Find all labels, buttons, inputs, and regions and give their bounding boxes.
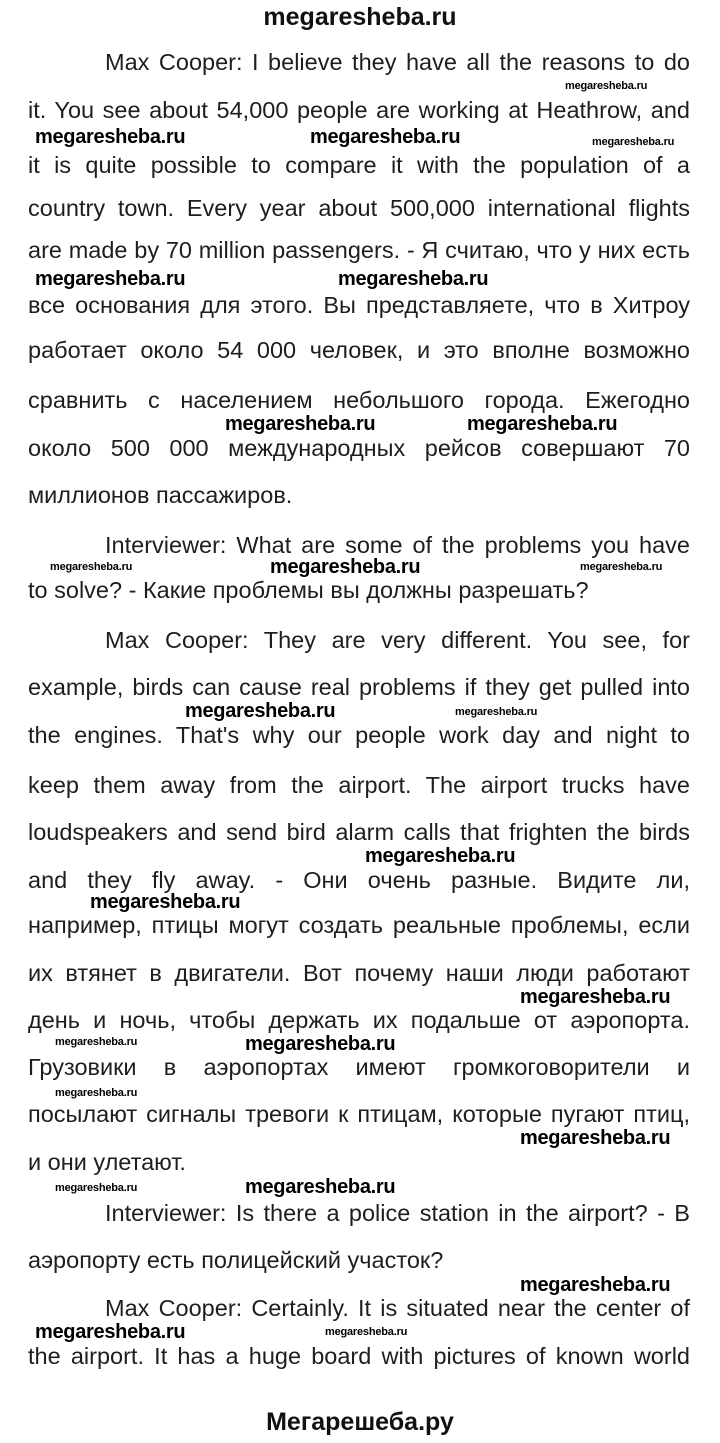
text-line: сравнить с населением небольшого города. Ежегодно	[28, 387, 690, 413]
watermark: megaresheba.ru	[245, 1033, 396, 1055]
text-line: the engines. That's why our people work day and night to	[28, 722, 690, 748]
watermark: megaresheba.ru	[50, 561, 133, 573]
watermark: megaresheba.ru	[338, 268, 489, 290]
text-line: Max Cooper: I believe they have all the reasons to do	[105, 49, 690, 75]
text-line: keep them away from the airport. The airport trucks have	[28, 772, 690, 798]
text-line: Грузовики в аэропортах имеют громкоговорители и	[28, 1054, 690, 1080]
watermark: megaresheba.ru	[365, 845, 516, 867]
text-line: loudspeakers and send bird alarm calls that frighten the birds	[28, 819, 690, 845]
watermark: megaresheba.ru	[520, 1274, 671, 1296]
watermark: megaresheba.ru	[455, 706, 538, 718]
text-line: it is quite possible to compare it with the population of a	[28, 152, 690, 178]
text-line: Interviewer: Is there a police station in the airport? - В	[105, 1200, 690, 1226]
text-line: и они улетают.	[28, 1149, 186, 1175]
watermark: megaresheba.ru	[35, 1321, 186, 1343]
text-line: Max Cooper: Certainly. It is situated near the center of	[105, 1295, 690, 1321]
text-line: посылают сигналы тревоги к птицам, которые пугают птиц,	[28, 1101, 690, 1127]
watermark: megaresheba.ru	[520, 1127, 671, 1149]
watermark: megaresheba.ru	[55, 1182, 138, 1194]
watermark: megaresheba.ru	[55, 1087, 138, 1099]
text-line: country town. Every year about 500,000 international flights	[28, 195, 690, 221]
text-line: например, птицы могут создать реальные проблемы, если	[28, 912, 690, 938]
text-line: example, birds can cause real problems if they get pulled into	[28, 674, 690, 700]
watermark: megaresheba.ru	[592, 136, 675, 148]
watermark: megaresheba.ru	[325, 1326, 408, 1338]
watermark: megaresheba.ru	[245, 1176, 396, 1198]
watermark: megaresheba.ru	[467, 413, 618, 435]
text-line: работает около 54 000 человек, и это вполне возможно	[28, 337, 690, 363]
text-line: it. You see about 54,000 people are working at Heathrow, and	[28, 97, 690, 123]
text-line: около 500 000 международных рейсов совершают 70	[28, 435, 690, 461]
watermark: megaresheba.ru	[310, 126, 461, 148]
text-line: the airport. It has a huge board with pictures of known world	[28, 1343, 690, 1369]
text-line: все основания для этого. Вы представляете, что в Хитроу	[28, 292, 690, 318]
site-footer: Мегарешеба.ру	[266, 1408, 454, 1436]
watermark: megaresheba.ru	[185, 700, 336, 722]
watermark: megaresheba.ru	[35, 126, 186, 148]
text-line: аэропорту есть полицейский участок?	[28, 1247, 444, 1273]
text-line: Max Cooper: They are very different. You see, for	[105, 627, 690, 653]
text-line: Interviewer: What are some of the problems you have	[105, 532, 690, 558]
watermark: megaresheba.ru	[35, 268, 186, 290]
watermark: megaresheba.ru	[520, 986, 671, 1008]
watermark: megaresheba.ru	[55, 1036, 138, 1048]
text-line: их втянет в двигатели. Вот почему наши люди работают	[28, 960, 690, 986]
watermark: megaresheba.ru	[270, 556, 421, 578]
text-line: миллионов пассажиров.	[28, 482, 293, 508]
text-line: день и ночь, чтобы держать их подальше от аэропорта.	[28, 1007, 690, 1033]
watermark: megaresheba.ru	[90, 891, 241, 913]
text-line: are made by 70 million passengers. - Я считаю, что у них есть	[28, 237, 690, 263]
watermark: megaresheba.ru	[580, 561, 663, 573]
watermark: megaresheba.ru	[565, 80, 648, 92]
text-line: to solve? - Какие проблемы вы должны разрешать?	[28, 577, 589, 603]
watermark: megaresheba.ru	[225, 413, 376, 435]
site-header: megaresheba.ru	[263, 3, 457, 31]
text-line: and they fly away. - Они очень разные. Видите ли,	[28, 867, 690, 893]
